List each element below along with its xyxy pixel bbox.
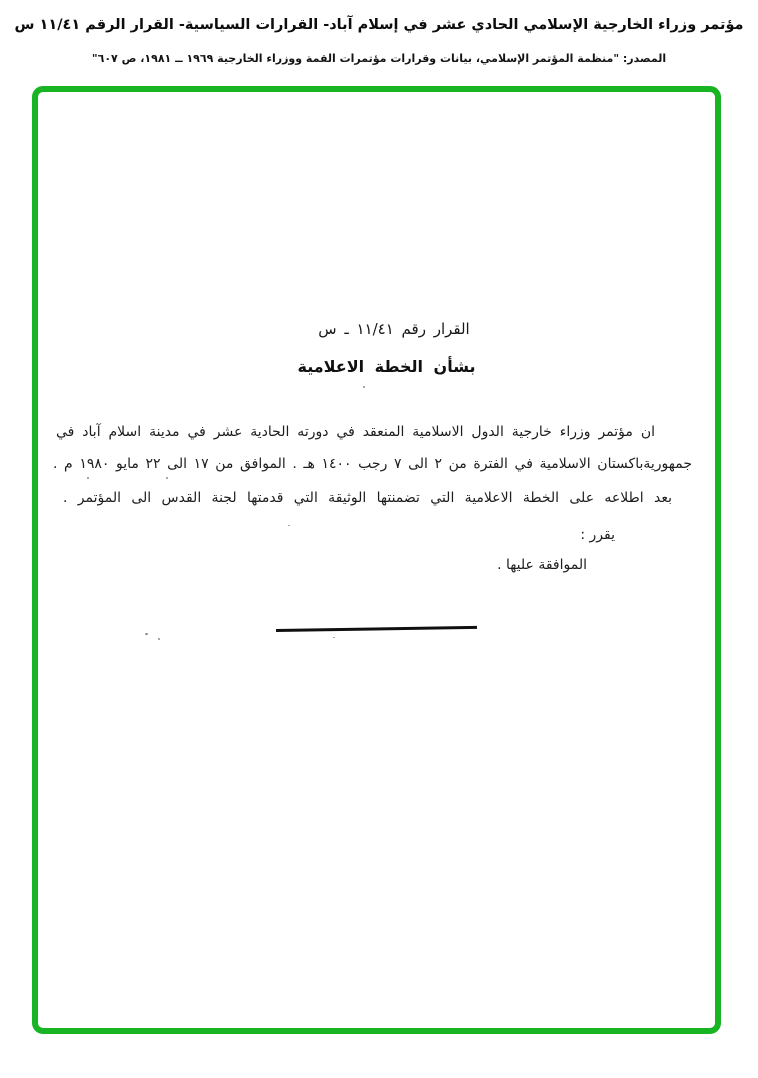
decision-keyword: يقرر : <box>580 527 615 543</box>
resolution-subject-heading: بشأن الخطة الاعلامية <box>297 357 476 376</box>
decision-text: الموافقة عليها . <box>497 557 587 573</box>
scan-speck <box>363 386 365 388</box>
scan-speck <box>166 477 168 479</box>
scan-speck <box>145 633 148 635</box>
scan-speck <box>158 638 160 640</box>
resolution-number-heading: القرار رقم ١١/٤١ ـ س <box>318 320 470 338</box>
document-source-citation: المصدر: "منظمة المؤتمر الإسلامي، بيانات وقرارات مؤتمرات القمة ووزراء الخارجية ‪١٩٦٩ ــ ١٩٨١‬، ص ٦٠٧" <box>91 52 667 65</box>
scan-speck <box>87 477 89 479</box>
scan-speck <box>333 637 335 638</box>
body-paragraph-line-3: بعد اطلاعه على الخطة الاعلامية التي تضمنتها الوثيقة التي قدمتها لجنة القدس الى المؤتمر . <box>63 490 672 506</box>
document-header-title: مؤتمر وزراء الخارجية الإسلامي الحادي عشر في إسلام آباد- القرارات السياسية- القرار الرقم ١١/٤١ س <box>14 17 744 33</box>
green-border-frame <box>32 86 721 1034</box>
body-paragraph-line-1: ان مؤتمر وزراء خارجية الدول الاسلامية المنعقد في دورته الحادية عشر في مدينة اسلام آباد في <box>56 424 655 440</box>
body-paragraph-line-2: جمهوريةباكستان الاسلامية في الفترة من ٢ الى ٧ رجب ١٤٠٠ هـ . الموافق من ١٧ الى ٢٢ مايو ١٩٨٠ م . <box>53 456 692 472</box>
scan-speck <box>288 525 290 526</box>
